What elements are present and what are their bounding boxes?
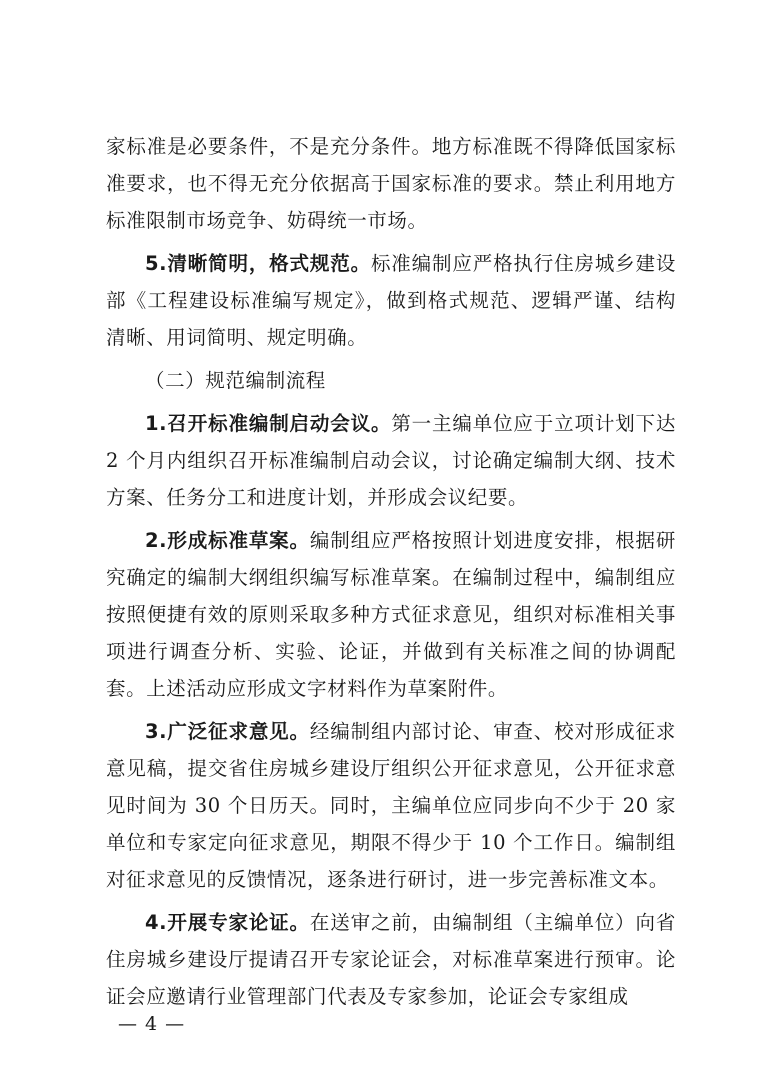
paragraph-clarity-format — [106, 245, 676, 356]
paragraph-heading: 4.开展专家论证。 — [145, 911, 310, 934]
document-body — [106, 128, 676, 1015]
paragraph-draft — [106, 522, 676, 707]
section-heading — [106, 362, 676, 399]
page-number: — 4 — — [118, 1013, 186, 1035]
paragraph-text: 经编制组内部讨论、审查、校对形成征求意见稿，提交省住房城乡建设厅组织公开征求意见，公开征求意见时间为 30 个日历天。同时，主编单位应同步向不少于 20 家单位和专家定向征求意见，期限不得少于 10 个工作日。编制组对征求意见的反馈情况，逐条进行研讨，进一步完善标准文本。 — [106, 720, 676, 891]
paragraph-text: 编制组应严格按照计划进度安排，根据研究确定的编制大纲组织编写标准草案。在编制过程中，编制组应按照便捷有效的原则采取多种方式征求意见，组织对标准相关事项进行调查分析、实验、论证，并做到有关标准之间的协调配套。上述活动应形成文字材料作为草案附件。 — [106, 529, 676, 700]
paragraph-kickoff-meeting — [106, 405, 676, 516]
paragraph-text: 标准编制应严格执行住房城乡建设部《工程建设标准编写规定》，做到格式规范、逻辑严谨、结构清晰、用词简明、规定明确。 — [106, 252, 676, 349]
section-heading-text: （二）规范编制流程 — [145, 369, 326, 392]
paragraph-heading: 5.清晰简明，格式规范。 — [145, 252, 371, 275]
paragraph-solicit-opinions — [106, 713, 676, 898]
paragraph-heading: 3.广泛征求意见。 — [145, 720, 310, 743]
paragraph-continuation — [106, 128, 676, 239]
paragraph-heading: 2.形成标准草案。 — [145, 529, 310, 552]
paragraph-expert-review — [106, 904, 676, 1015]
paragraph-text: 家标准是必要条件，不是充分条件。地方标准既不得降低国家标准要求，也不得无充分依据高于国家标准的要求。禁止利用地方标准限制市场竞争、妨碍统一市场。 — [106, 135, 676, 232]
paragraph-text: 在送审之前，由编制组（主编单位）向省住房城乡建设厅提请召开专家论证会，对标准草案进行预审。论证会应邀请行业管理部门代表及专家参加，论证会专家组成 — [106, 911, 676, 1008]
paragraph-heading: 1.召开标准编制启动会议。 — [145, 412, 392, 435]
paragraph-text: 第一主编单位应于立项计划下达 2 个月内组织召开标准编制启动会议，讨论确定编制大纲、技术方案、任务分工和进度计划，并形成会议纪要。 — [106, 412, 676, 509]
